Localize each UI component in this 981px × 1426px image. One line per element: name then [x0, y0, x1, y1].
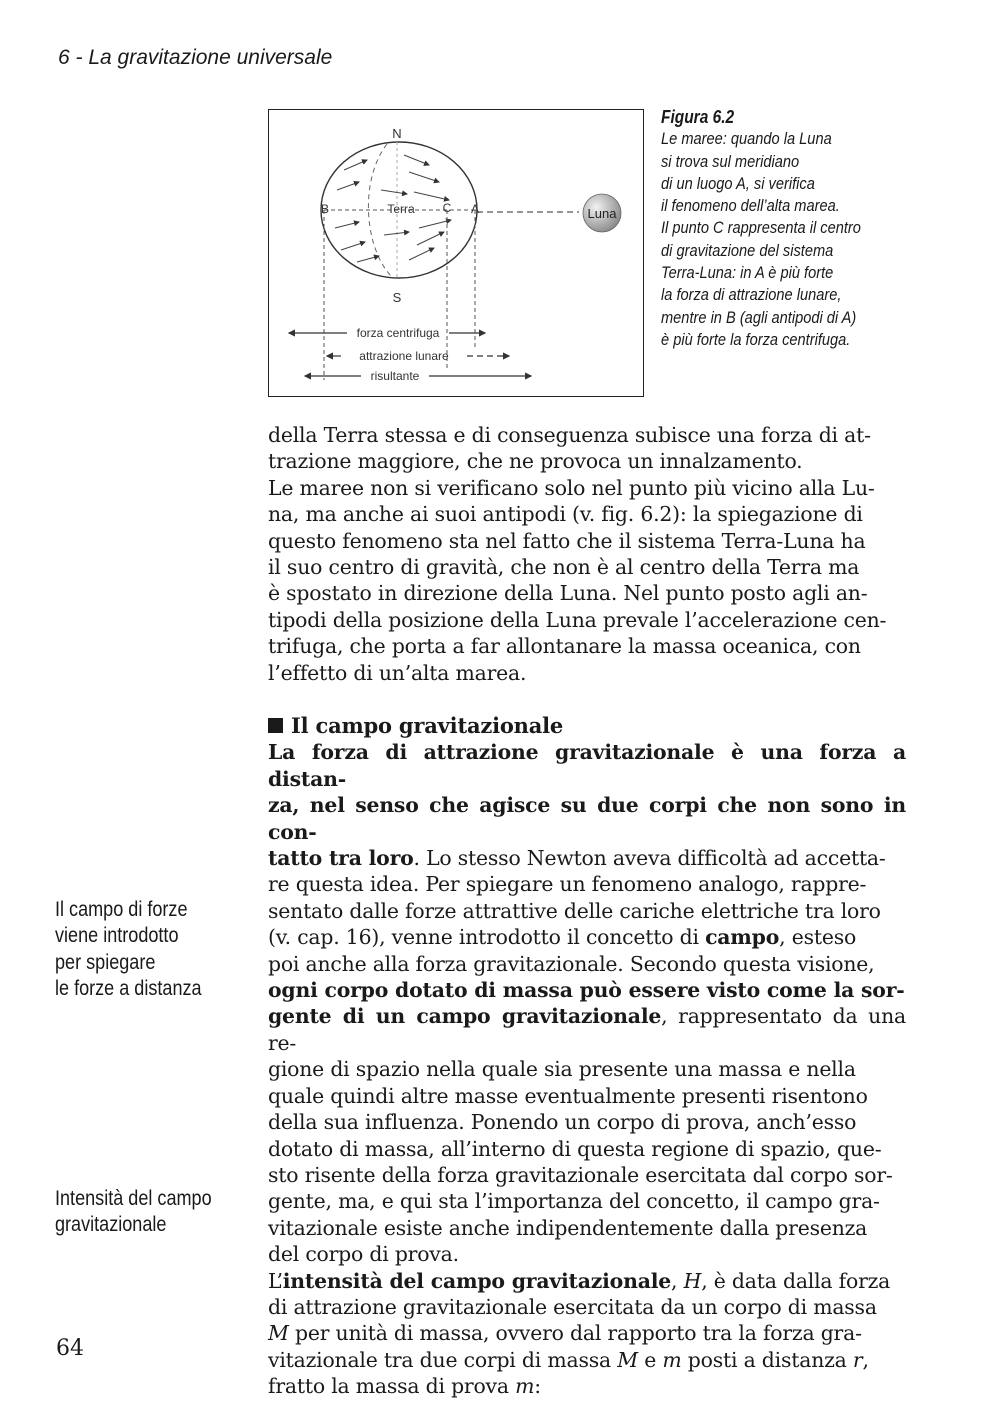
caption-line: Terra-Luna: in A è più forte	[661, 263, 834, 283]
text-line: questo fenomeno sta nel fatto che il sistema Terra-Luna ha	[268, 528, 866, 553]
caption-line: è più forte la forza centrifuga.	[661, 329, 851, 349]
tides-diagram	[269, 110, 645, 398]
bold-text: ogni corpo dotato di massa può essere visto come la sor-	[268, 978, 905, 1003]
text-line	[268, 924, 906, 950]
legend-resultant: risultante	[370, 369, 420, 383]
text-line: l’effetto di un’alta marea.	[268, 660, 527, 685]
section-campo-gravitazionale	[268, 713, 906, 1400]
text-span: , è data dalla forza	[701, 1268, 891, 1293]
text-line	[268, 1003, 906, 1056]
text-line: Le maree non si verificano solo nel punto più vicino alla Lu-	[268, 475, 875, 500]
math-variable: r	[852, 1347, 863, 1372]
text-line: è spostato in direzione della Luna. Nel punto posto agli an-	[268, 581, 868, 606]
text-span: L’	[268, 1268, 283, 1293]
earth-label: Terra	[387, 202, 415, 216]
text-span: , rappresentato da una re-	[268, 1004, 906, 1055]
math-variable: M	[268, 1321, 289, 1346]
bold-text: La forza di attrazione gravitazionale è una forza a distan-	[268, 740, 906, 791]
figure-6-2	[268, 109, 644, 397]
caption-line: mentre in B (agli antipodi di A)	[661, 307, 857, 327]
text-line: sentato dalle forze attrattive delle cariche elettriche tra loro	[268, 898, 881, 923]
text-span: ,	[862, 1347, 869, 1372]
text-span: ,	[671, 1268, 684, 1293]
bold-text: gente di un campo gravitazionale	[268, 1004, 662, 1029]
south-label: S	[392, 290, 402, 305]
text-span: posti a distanza	[681, 1347, 853, 1372]
text-line	[268, 1347, 906, 1373]
text-line: gione di spazio nella quale sia presente una massa e nella	[268, 1057, 856, 1082]
caption-line: di un luogo A, si verifica	[661, 173, 815, 193]
margin-note-line: per spiegare	[55, 950, 156, 974]
bold-text: za, nel senso che agisce su due corpi che non sono in con-	[268, 793, 906, 844]
text-line	[268, 1268, 906, 1294]
math-variable: M	[617, 1347, 638, 1372]
text-line: della sua influenza. Ponendo un corpo di prova, anch’esso	[268, 1110, 857, 1135]
math-variable: m	[515, 1374, 535, 1399]
text-span: fratto la massa di prova	[268, 1374, 516, 1399]
section-heading-text: Il campo gravitazionale	[291, 713, 564, 738]
text-line: della Terra stessa e di conseguenza subisce una forza di at-	[268, 423, 871, 447]
text-line	[268, 977, 906, 1003]
body-text-block-1	[268, 422, 906, 686]
point-b-label: B	[320, 202, 330, 216]
running-header: 6 - La gravitazione universale	[58, 46, 333, 69]
caption-title: Figura 6.2	[661, 107, 735, 127]
margin-note-line: Il campo di forze	[55, 898, 188, 921]
bold-text: intensità del campo gravitazionale	[282, 1268, 672, 1293]
math-variable: m	[662, 1347, 682, 1372]
text-span: e	[637, 1347, 663, 1372]
text-line: tipodi della posizione della Luna prevale l’accelerazione cen-	[268, 607, 887, 632]
caption-line: la forza di attrazione lunare,	[661, 285, 842, 305]
text-span: per unità di massa, ovvero dal rapporto tra la forza gra-	[288, 1321, 862, 1346]
text-line	[268, 792, 906, 845]
margin-note-line: le forze a distanza	[55, 977, 202, 1001]
text-line: poi anche alla forza gravitazionale. Secondo questa visione,	[268, 951, 875, 976]
text-span: . Lo stesso Newton aveva difficoltà ad accetta-	[413, 846, 886, 871]
point-a-label: A	[470, 202, 480, 216]
text-line: di attrazione gravitazionale esercitata da un corpo di massa	[268, 1294, 877, 1319]
figure-caption	[661, 106, 928, 351]
text-line: dotato di massa, all’interno di questa regione di spazio, que-	[268, 1136, 882, 1161]
text-span: , esteso	[779, 925, 857, 950]
point-c-label: C	[442, 201, 452, 215]
text-line	[268, 1320, 906, 1346]
text-line: sto risente della forza gravitazionale esercitata dal corpo sor-	[268, 1162, 893, 1187]
bold-text: campo	[705, 925, 780, 950]
caption-line: il fenomeno dell’alta marea.	[661, 196, 840, 216]
page-number: 64	[56, 1336, 84, 1361]
text-line	[268, 1373, 906, 1399]
caption-line: Le maree: quando la Luna	[661, 129, 832, 149]
text-span: :	[534, 1374, 541, 1399]
margin-note-intensita	[55, 1186, 212, 1239]
text-line: trifuga, che porta a far allontanare la massa oceanica, con	[268, 634, 861, 659]
text-span: (v. cap. 16), venne introdotto il concetto di	[268, 925, 706, 950]
square-bullet-icon	[268, 718, 283, 733]
text-line	[268, 739, 906, 792]
text-line: del corpo di prova.	[268, 1242, 459, 1267]
text-span: vitazionale tra due corpi di massa	[268, 1347, 618, 1372]
text-line: na, ma anche ai suoi antipodi (v. fig. 6.2): la spiegazione di	[268, 502, 863, 527]
text-line: quale quindi altre masse eventualmente presenti risentono	[268, 1083, 868, 1108]
math-variable: H	[683, 1268, 702, 1293]
caption-line: Il punto C rappresenta il centro	[661, 218, 861, 238]
margin-note-line: gravitazionale	[55, 1213, 167, 1237]
legend-centrifugal: forza centrifuga	[356, 326, 440, 340]
margin-note-line: Intensità del campo	[55, 1187, 212, 1210]
text-line	[268, 845, 906, 871]
text-line: trazione maggiore, che ne provoca un innalzamento.	[268, 449, 803, 474]
legend-lunar: attrazione lunare	[359, 349, 449, 363]
text-line: vitazionale esiste anche indipendentemente dalla presenza	[268, 1215, 868, 1240]
caption-line: di gravitazione del sistema	[661, 240, 834, 260]
section-heading	[268, 713, 906, 739]
margin-note-line: viene introdotto	[55, 924, 179, 948]
moon-label: Luna	[587, 206, 617, 221]
north-label: N	[392, 126, 402, 141]
text-line: il suo centro di gravità, che non è al centro della Terra ma	[268, 555, 860, 580]
text-line: re questa idea. Per spiegare un fenomeno analogo, rappre-	[268, 872, 867, 897]
text-line: gente, ma, e qui sta l’importanza del concetto, il campo gra-	[268, 1189, 880, 1214]
bold-text: tatto tra loro	[268, 846, 414, 871]
caption-line: si trova sul meridiano	[661, 151, 800, 171]
margin-note-campo-forze	[55, 897, 202, 1003]
